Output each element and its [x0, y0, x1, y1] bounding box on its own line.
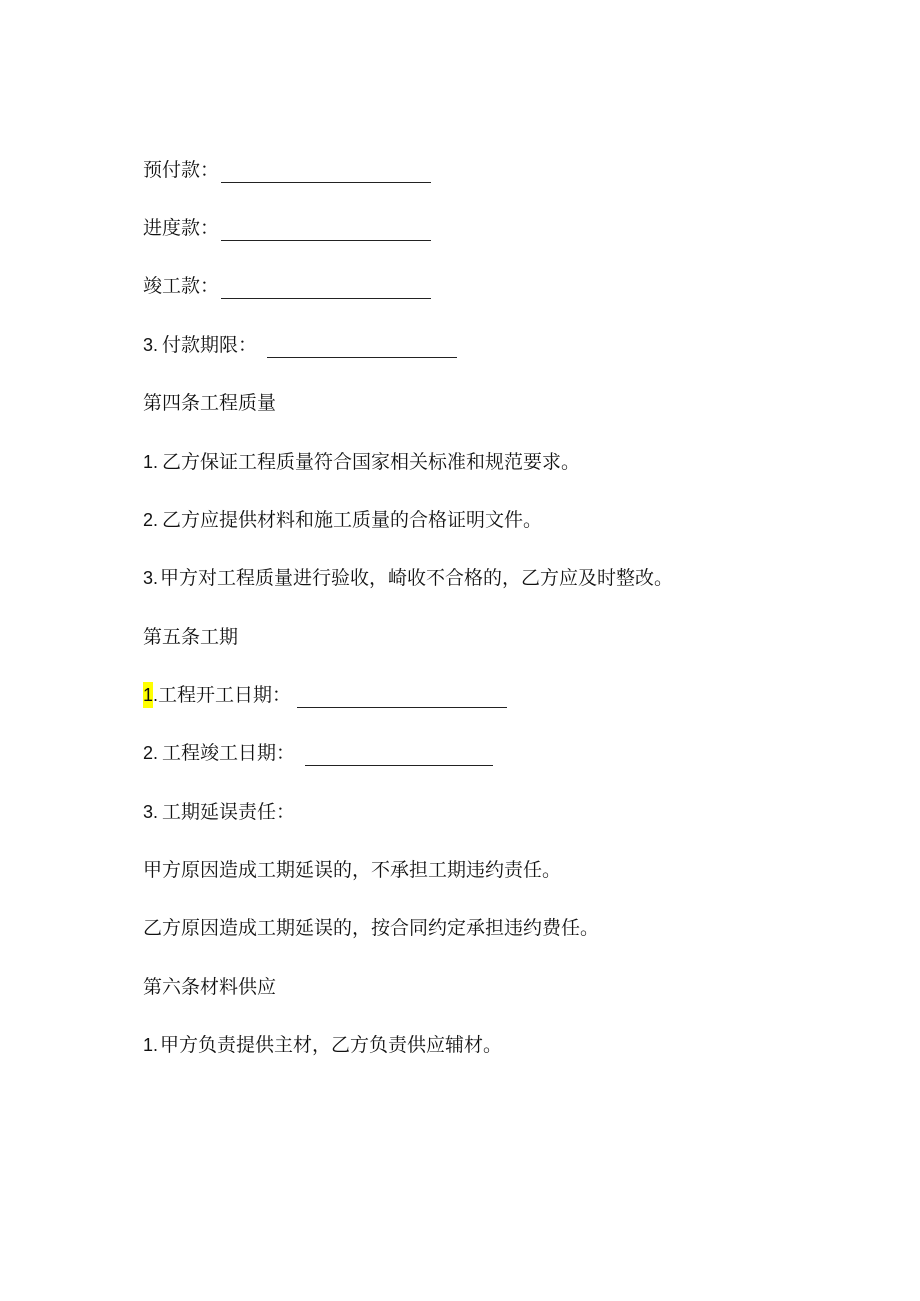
- article5-item1-separator: .: [153, 685, 159, 705]
- article5-item3-separator: .: [153, 802, 159, 822]
- progress-payment-line: [143, 215, 431, 241]
- article6-item1-separator: .: [153, 1035, 159, 1055]
- delay-party-b-text: 乙方原因造成工期延误的，按合同约定承担违约费任。: [143, 917, 600, 939]
- payment-term-blank[interactable]: [267, 339, 457, 358]
- article4-item2: [143, 507, 542, 533]
- article6-item1: [143, 1032, 502, 1058]
- article6-title: [143, 974, 276, 1000]
- progress-payment-blank[interactable]: [221, 222, 431, 241]
- article4-title: [143, 390, 276, 416]
- article4-item3-text: 甲方对工程质量进行验收，崎收不合格的，乙方应及时整改。: [160, 567, 674, 589]
- article5-item3: [143, 799, 295, 825]
- payment-term-label: 付款期限：: [162, 334, 258, 356]
- article4-title-text: 第四条工程质量: [143, 392, 277, 414]
- delay-party-b: [143, 915, 599, 941]
- article4-item1-number: 1: [143, 452, 154, 472]
- advance-payment-label: 预付款：: [143, 159, 220, 181]
- advance-payment-line: [143, 157, 431, 183]
- payment-term-line: [143, 332, 457, 358]
- completion-payment-line: [143, 273, 431, 299]
- article5-item1-number: 1: [143, 682, 153, 708]
- article6-item1-text: 甲方负责提供主材，乙方负责供应辅材。: [160, 1034, 503, 1056]
- completion-date-blank[interactable]: [305, 747, 493, 766]
- article5-item2-number: 2: [143, 743, 154, 763]
- article5-title: [143, 624, 238, 650]
- advance-payment-blank[interactable]: [221, 164, 431, 183]
- article5-item1-label: 工程开工日期：: [158, 684, 292, 706]
- article4-item1-separator: .: [153, 452, 159, 472]
- article4-item1: [143, 449, 580, 475]
- completion-payment-blank[interactable]: [221, 280, 431, 299]
- payment-term-number: 3: [143, 335, 154, 355]
- article4-item3-separator: .: [153, 568, 159, 588]
- article4-item2-separator: .: [153, 510, 159, 530]
- article5-item3-label: 工期延误责任：: [162, 801, 296, 823]
- article5-title-text: 第五条工期: [143, 626, 239, 648]
- article5-item2-separator: .: [153, 743, 159, 763]
- article4-item2-text: 乙方应提供材料和施工质量的合格证明文件。: [162, 509, 543, 531]
- article5-item2: [143, 740, 493, 766]
- delay-party-a: [143, 857, 561, 883]
- article5-item3-number: 3: [143, 802, 154, 822]
- article6-title-text: 第六条材料供应: [143, 976, 277, 998]
- article4-item3-number: 3: [143, 568, 154, 588]
- article4-item1-text: 乙方保证工程质量符合国家相关标准和规范要求。: [162, 451, 581, 473]
- article5-item1: [143, 682, 507, 708]
- progress-payment-label: 进度款：: [143, 217, 220, 239]
- article5-item2-label: 工程竣工日期：: [162, 742, 296, 764]
- completion-payment-label: 竣工款：: [143, 275, 220, 297]
- article4-item2-number: 2: [143, 510, 154, 530]
- start-date-blank[interactable]: [297, 689, 507, 708]
- delay-party-a-text: 甲方原因造成工期延误的，不承担工期违约责任。: [143, 859, 562, 881]
- payment-term-separator: .: [153, 335, 159, 355]
- article6-item1-number: 1: [143, 1035, 154, 1055]
- article4-item3: [143, 565, 673, 591]
